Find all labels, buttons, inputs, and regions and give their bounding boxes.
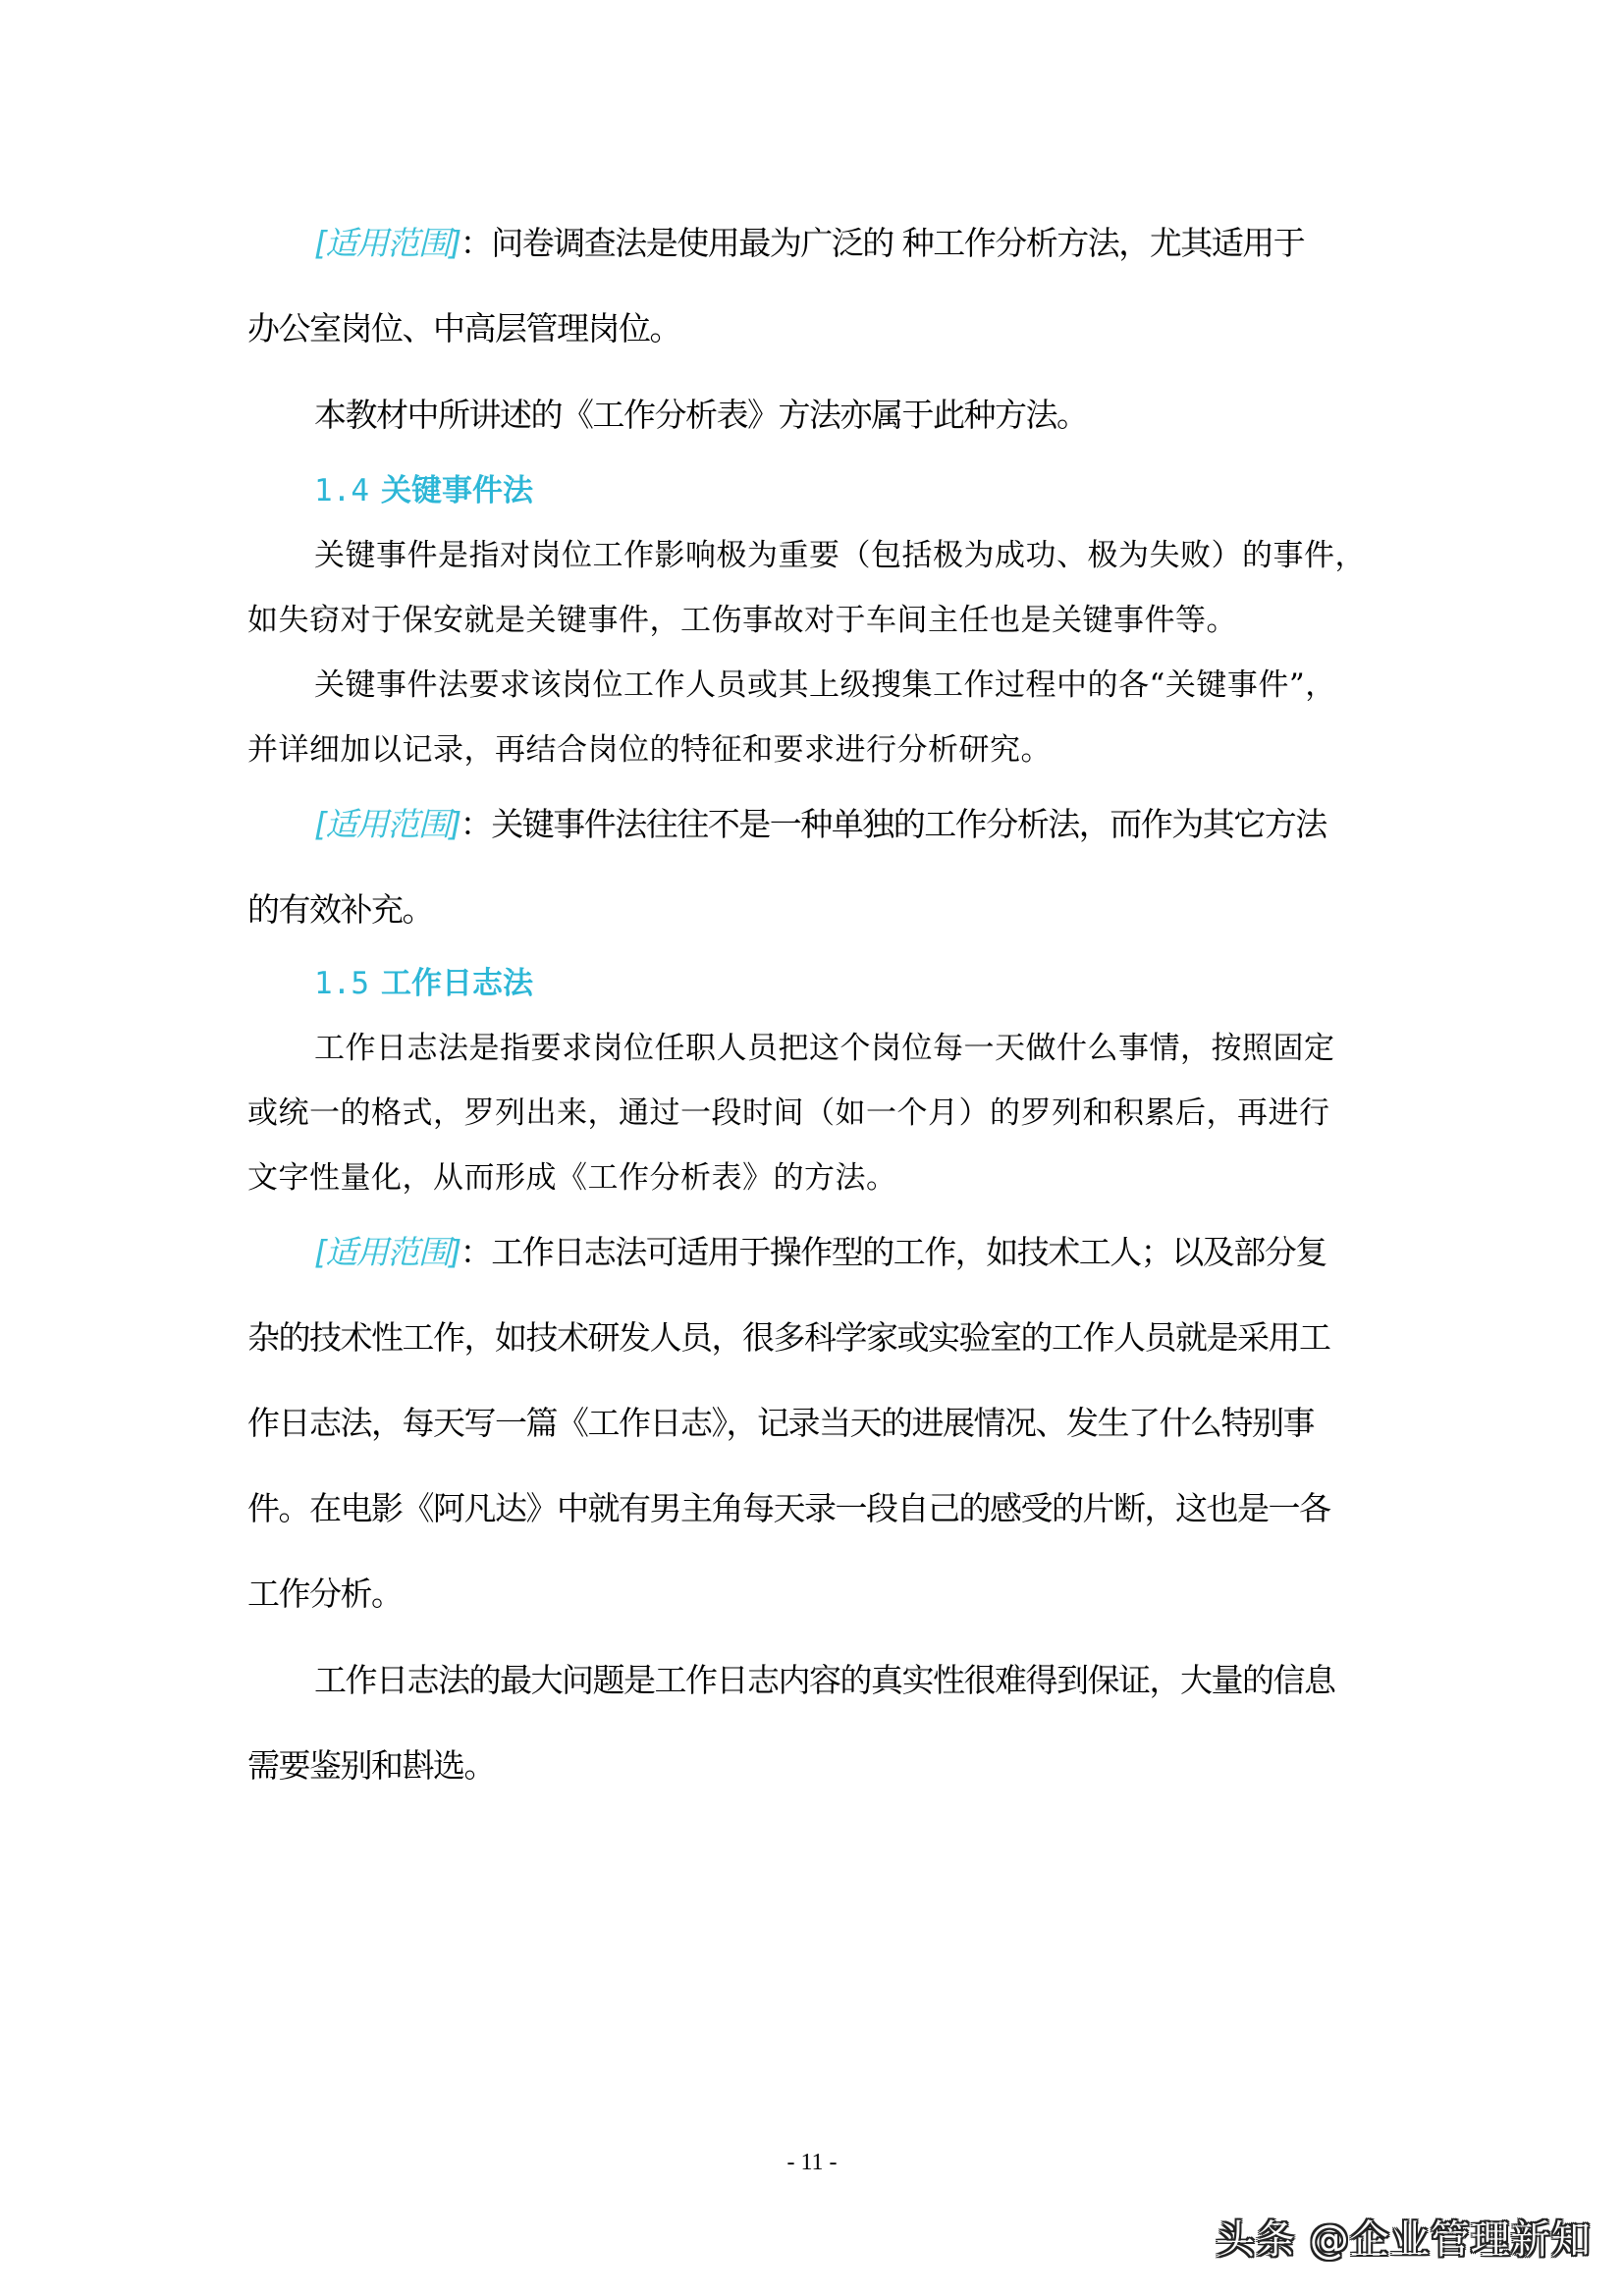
section-title: 关键事件法 xyxy=(381,473,533,508)
section-number: 1.4 xyxy=(314,473,369,508)
paragraph-critical-incident-def-line-2: 如失窃对于保安就是关键事件，工伤事故对于车间主任也是关键事件等。 xyxy=(247,603,1237,638)
paragraph-work-log-problem-line-1: 工作日志法的最大问题是工作日志内容的真实性很难得到保证，大量的信息 xyxy=(314,1661,1335,1699)
section-title: 工作日志法 xyxy=(381,966,533,1001)
paragraph-critical-incident-scope-line-1 xyxy=(314,799,1455,845)
paragraph-work-log-scope-line-2: 杂的技术性工作，如技术研发人员，很多科学家或实验室的工作人员就是采用工 xyxy=(247,1318,1330,1357)
page-number: - 11 - xyxy=(786,2150,838,2175)
scope-label: [适用范围] xyxy=(314,224,460,262)
paragraph-work-log-scope-line-3: 作日志法，每天写一篇《工作日志》，记录当天的进展情况、发生了什么特别事 xyxy=(247,1404,1314,1442)
paragraph-work-log-def-line-3: 文字性量化，从而形成《工作分析表》的方法。 xyxy=(247,1160,897,1196)
paragraph-work-log-scope-line-4: 件。在电影《阿凡达》中就有男主角每天录一段自己的感受的片断，这也是一各 xyxy=(247,1489,1330,1527)
section-heading-1-5 xyxy=(314,958,533,1002)
paragraph-critical-incident-method-line-2: 并详细加以记录，再结合岗位的特征和要求进行分析研究。 xyxy=(247,732,1052,768)
paragraph-questionnaire-scope-line-1 xyxy=(314,218,1455,264)
scope-label: [适用范围] xyxy=(314,805,460,843)
paragraph-critical-incident-scope-line-2: 的有效补充。 xyxy=(247,890,433,929)
paragraph-work-log-def-line-2: 或统一的格式，罗列出来，通过一段时间（如一个月）的罗列和积累后，再进行 xyxy=(247,1095,1330,1131)
text: ：问卷调查法是使用最为广泛的 种工作分析方法，尤其适用于 xyxy=(460,224,1305,262)
paragraph-work-log-problem-line-2: 需要鉴别和斟选。 xyxy=(247,1746,495,1785)
paragraph-work-log-scope-line-5: 工作分析。 xyxy=(247,1575,403,1613)
watermark: 头条 @企业管理新知 xyxy=(1216,2217,1592,2263)
section-heading-1-4 xyxy=(314,465,533,509)
paragraph-work-log-def-line-1: 工作日志法是指要求岗位任职人员把这个岗位每一天做什么事情，按照固定 xyxy=(314,1031,1335,1066)
section-number: 1.5 xyxy=(314,966,369,1001)
scope-label: [适用范围] xyxy=(314,1233,460,1271)
text: ：关键事件法往往不是一种单独的工作分析法，而作为其它方法 xyxy=(460,805,1326,843)
paragraph-textbook-note: 本教材中所讲述的《工作分析表》方法亦属于此种方法。 xyxy=(314,396,1088,434)
paragraph-questionnaire-scope-line-2: 办公室岗位、中高层管理岗位。 xyxy=(247,309,680,347)
paragraph-critical-incident-method-line-1: 关键事件法要求该岗位工作人员或其上级搜集工作过程中的各“关键事件”， xyxy=(314,667,1336,703)
paragraph-work-log-scope-line-1 xyxy=(314,1227,1455,1273)
paragraph-critical-incident-def-line-1: 关键事件是指对岗位工作影响极为重要（包括极为成功、极为失败）的事件， xyxy=(314,538,1366,573)
text: ：工作日志法可适用于操作型的工作，如技术工人；以及部分复 xyxy=(460,1233,1326,1271)
